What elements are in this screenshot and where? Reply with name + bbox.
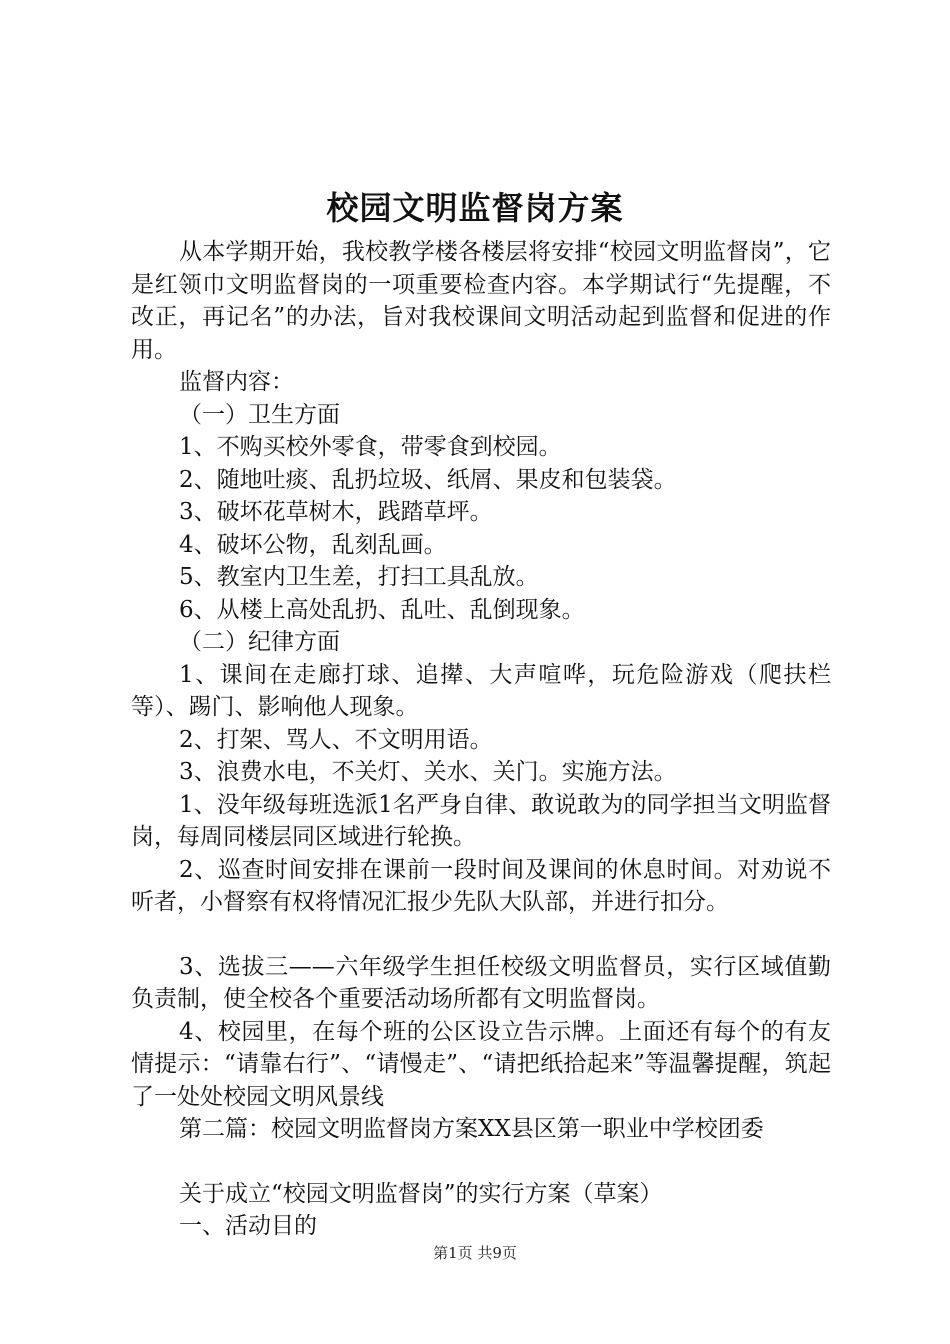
paragraph-method-1: 1、没年级每班选派1名严身自律、敢说敢为的同学担当文明监督岗，每周同楼层同区域进行轮换。 bbox=[131, 791, 831, 850]
paragraph-activity-purpose: 一、活动目的 bbox=[179, 1213, 317, 1239]
paragraph-hygiene-1: 1、不购买校外零食，带零食到校园。 bbox=[179, 434, 562, 460]
paragraph-supervision-heading: 监督内容： bbox=[179, 369, 294, 395]
paragraph-discipline-3: 3、浪费水电，不关灯、关水、关门。实施方法。 bbox=[179, 759, 677, 785]
paragraph-intro: 从本学期开始，我校教学楼各楼层将安排“校园文明监督岗”，它是红领巾文明监督岗的一项重要检查内容。本学期试行“先提醒，不改正，再记名”的办法，旨对我校课间文明活动起到监督和促进的作用。 bbox=[131, 239, 831, 363]
paragraph-hygiene-6: 6、从楼上高处乱扔、乱吐、乱倒现象。 bbox=[179, 596, 585, 623]
paragraph-second-article: 第二篇：校园文明监督岗方案XX县区第一职业中学校团委 bbox=[179, 1116, 764, 1142]
paragraph-hygiene-4: 4、破坏公物，乱刻乱画。 bbox=[179, 531, 447, 558]
paragraph-discipline-1: 1、课间在走廊打球、追撵、大声喧哗，玩危险游戏（爬扶栏等）、踢门、影响他人现象。 bbox=[131, 661, 831, 720]
paragraph-section-discipline: （二）纪律方面 bbox=[179, 629, 340, 655]
paragraph-method-2: 2、巡查时间安排在课前一段时间及课间的休息时间。对劝说不听者，小督察有权将情况汇报少先队大队部，并进行扣分。 bbox=[131, 856, 831, 915]
paragraph-section-hygiene: （一）卫生方面 bbox=[179, 401, 340, 428]
paragraph-hygiene-5: 5、教室内卫生差，打扫工具乱放。 bbox=[179, 564, 539, 590]
paragraph-hygiene-2: 2、随地吐痰、乱扔垃圾、纸屑、果皮和包装袋。 bbox=[179, 466, 677, 493]
document-title: 校园文明监督岗方案 bbox=[326, 189, 624, 227]
paragraph-hygiene-3: 3、破坏花草树木，践踏草坪。 bbox=[179, 499, 493, 525]
paragraph-draft-title: 关于成立“校园文明监督岗”的实行方案（草案） bbox=[179, 1180, 663, 1207]
paragraph-method-4: 4、校园里，在每个班的公区设立告示牌。上面还有每个的有友情提示：“请靠右行”、“请慢走”、“请把纸拾起来”等温馨提醒，筑起了一处处校园文明风景线 bbox=[131, 1018, 831, 1110]
document-body bbox=[131, 236, 831, 1243]
paragraph-method-3: 3、选拔三——六年级学生担任校级文明监督员，实行区域值勤负责制，使全校各个重要活动场所都有文明监督岗。 bbox=[131, 953, 831, 1012]
paragraph-discipline-2: 2、打架、骂人、不文明用语。 bbox=[179, 726, 493, 753]
page-number-footer: 第1页 共9页 bbox=[433, 1244, 517, 1262]
